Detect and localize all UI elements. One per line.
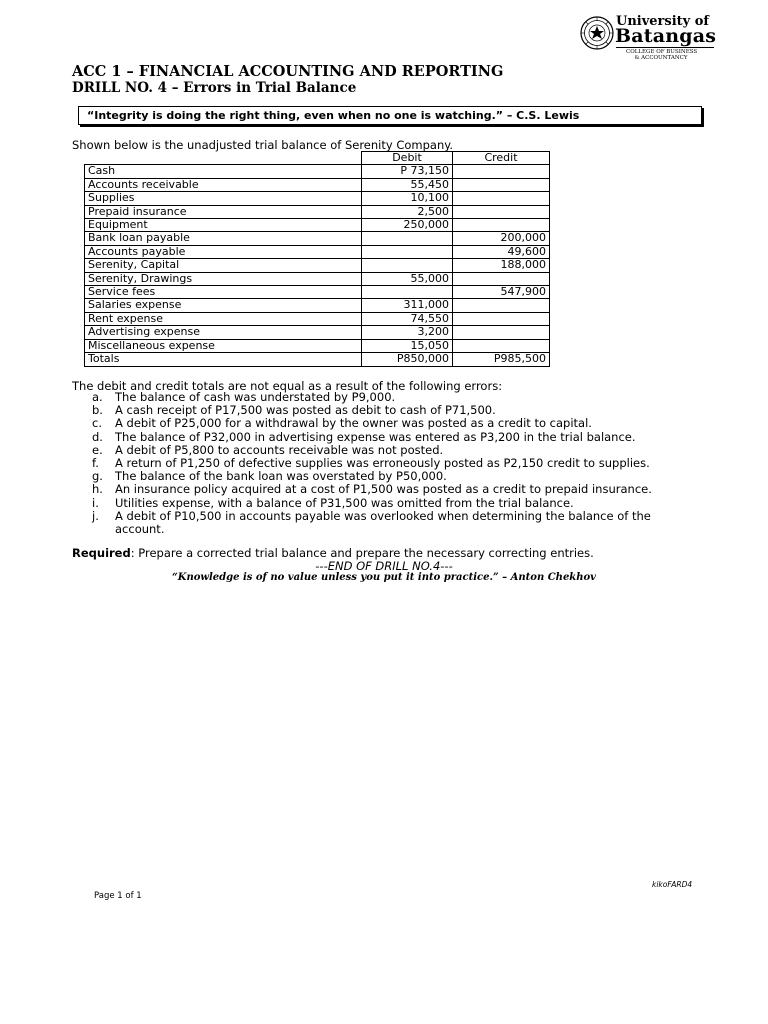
list-text: The balance of cash was understated by P9,000.: [115, 390, 396, 404]
cell-account: Cash: [85, 165, 362, 178]
cell-account: Serenity, Drawings: [85, 272, 362, 285]
bottom-quote: “Knowledge is of no value unless you put it into practice.” – Anton Chekhov: [172, 572, 596, 583]
table-row: [85, 299, 550, 312]
university-seal-icon: [580, 16, 614, 50]
cell-account: Serenity, Capital: [85, 259, 362, 272]
end-marker: ---END OF DRILL NO.4---: [315, 559, 453, 573]
table-row: [85, 232, 550, 245]
table-row: [85, 259, 550, 272]
cell-credit: [453, 192, 550, 205]
cell-credit: [453, 272, 550, 285]
intro-text: Shown below is the unadjusted trial balance of Serenity Company.: [72, 138, 454, 152]
table-row: [85, 205, 550, 218]
table-row: [85, 272, 550, 285]
drill-title: DRILL NO. 4 – Errors in Trial Balance: [72, 80, 357, 96]
list-marker: i.: [92, 495, 99, 510]
list-text: The balance of P32,000 in advertising expense was entered as P3,200 in the trial balance.: [115, 429, 636, 444]
university-name-line2: Batangas: [615, 25, 717, 47]
cell-debit: 10,100: [362, 192, 453, 205]
list-text: Utilities expense, with a balance of P31,500 was omitted from the trial balance.: [115, 495, 574, 510]
list-marker: b.: [92, 403, 103, 418]
cell-debit: 55,450: [362, 178, 453, 191]
table-row: [85, 165, 550, 178]
cell-debit: [362, 245, 453, 258]
cell-credit: [453, 299, 550, 312]
errors-intro: The debit and credit totals are not equal as a result of the following errors:: [72, 379, 503, 393]
required-text: [72, 546, 594, 560]
list-text: An insurance policy acquired at a cost of P1,500 was posted as a credit to prepaid insurance.: [115, 482, 652, 497]
list-text: A return of P1,250 of defective supplies was erroneously posted as P2,150 credit to supplies.: [115, 456, 650, 471]
list-text: The balance of the bank loan was overstated by P50,000.: [115, 469, 447, 484]
cell-account: Equipment: [85, 219, 362, 232]
cell-account: Totals: [85, 353, 362, 366]
cell-debit: [362, 259, 453, 272]
cell-account: Prepaid insurance: [85, 205, 362, 218]
list-text: A debit of P25,000 for a withdrawal by the owner was posted as a credit to capital.: [115, 416, 592, 431]
cell-account: Bank loan payable: [85, 232, 362, 245]
cell-credit: 200,000: [453, 232, 550, 245]
cell-debit: [362, 232, 453, 245]
table-row: [85, 286, 550, 299]
required-body: : Prepare a corrected trial balance and prepare the necessary correcting entries.: [130, 546, 594, 560]
cell-account: Rent expense: [85, 312, 362, 325]
cell-debit: 55,000: [362, 272, 453, 285]
required-label: Required: [72, 546, 131, 560]
cell-credit: [453, 219, 550, 232]
college-name-line1: COLLEGE OF BUSINESS: [626, 49, 698, 55]
list-marker: h.: [92, 482, 103, 497]
cell-debit: 2,500: [362, 205, 453, 218]
list-marker: e.: [92, 442, 103, 457]
cell-debit: [362, 286, 453, 299]
cell-debit: 15,050: [362, 339, 453, 352]
table-row: [85, 245, 550, 258]
list-marker: f.: [92, 456, 99, 471]
table-row: [85, 326, 550, 339]
page-number: Page 1 of 1: [94, 891, 142, 901]
cell-debit: 250,000: [362, 219, 453, 232]
logo-divider: [616, 47, 714, 48]
course-title: ACC 1 – FINANCIAL ACCOUNTING AND REPORTING: [72, 63, 504, 80]
list-text: A debit of P10,500 in accounts payable was overlooked when determining the balance of the account.: [115, 508, 651, 537]
cell-credit: [453, 339, 550, 352]
cell-credit: [453, 326, 550, 339]
cell-account: Service fees: [85, 286, 362, 299]
signature: kikoFARD4: [652, 880, 693, 889]
list-marker: g.: [92, 469, 103, 484]
table-header-row: [85, 152, 550, 165]
list-marker: d.: [92, 429, 103, 444]
list-marker: c.: [92, 416, 102, 431]
table-row: [85, 192, 550, 205]
cell-credit: [453, 178, 550, 191]
table-row: [85, 178, 550, 191]
cell-account: Miscellaneous expense: [85, 339, 362, 352]
list-marker: j.: [92, 508, 99, 523]
list-text: A cash receipt of P17,500 was posted as debit to cash of P71,500.: [115, 403, 496, 418]
university-name-line1: University of: [616, 14, 710, 29]
quote-box: [78, 106, 702, 125]
cell-debit: 3,200: [362, 326, 453, 339]
cell-credit: P985,500: [453, 353, 550, 366]
cell-debit: P850,000: [362, 353, 453, 366]
trial-balance-table: [84, 151, 550, 367]
table-row: [85, 312, 550, 325]
cell-debit: P 73,150: [362, 165, 453, 178]
cell-credit: [453, 165, 550, 178]
college-name-line2: & ACCOUNTANCY: [634, 55, 688, 61]
cell-credit: [453, 205, 550, 218]
cell-credit: 188,000: [453, 259, 550, 272]
list-item: [92, 510, 692, 536]
cell-debit: 311,000: [362, 299, 453, 312]
table-row: [85, 219, 550, 232]
university-logo: [580, 14, 716, 66]
cell-account: Advertising expense: [85, 326, 362, 339]
cell-account: Accounts payable: [85, 245, 362, 258]
top-quote: “Integrity is doing the right thing, even when no one is watching.” – C.S. Lewis: [87, 109, 580, 122]
header-account: [85, 152, 362, 165]
errors-list: [92, 391, 692, 536]
cell-account: Supplies: [85, 192, 362, 205]
list-marker: a.: [92, 390, 103, 404]
cell-credit: [453, 312, 550, 325]
cell-account: Accounts receivable: [85, 178, 362, 191]
table-row: [85, 353, 550, 366]
header-debit: Debit: [362, 152, 453, 165]
cell-account: Salaries expense: [85, 299, 362, 312]
list-text: A debit of P5,800 to accounts receivable was not posted.: [115, 442, 444, 457]
cell-debit: 74,550: [362, 312, 453, 325]
table-row: [85, 339, 550, 352]
cell-credit: 547,900: [453, 286, 550, 299]
header-credit: Credit: [453, 152, 550, 165]
cell-credit: 49,600: [453, 245, 550, 258]
college-name: [626, 49, 696, 61]
